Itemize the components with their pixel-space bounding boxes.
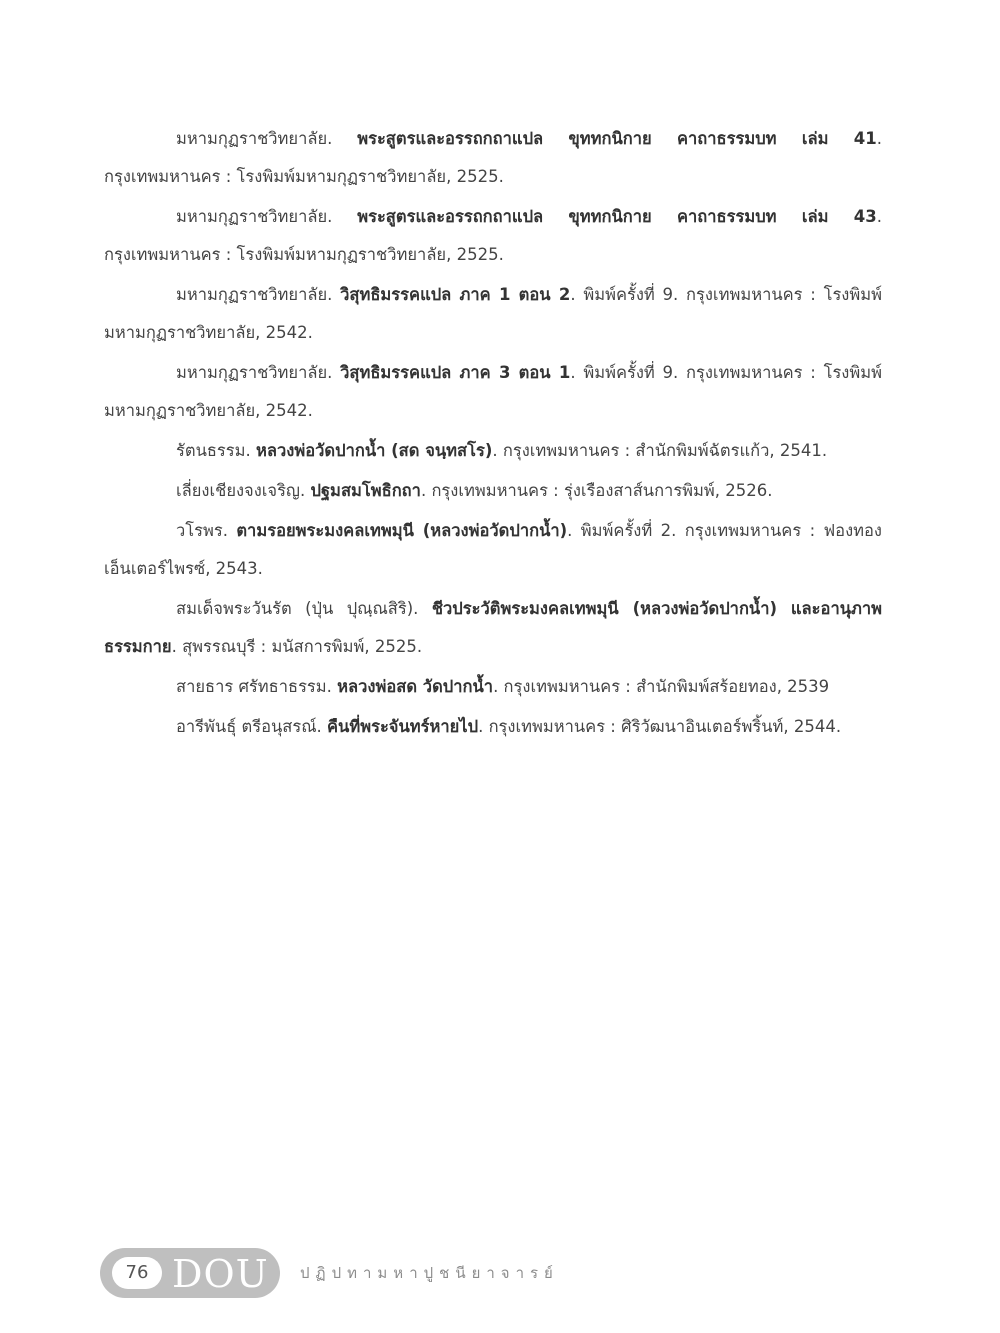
reference-title: วิสุทธิมรรคแปล ภาค 3 ตอน 1 [340, 363, 571, 382]
reference-author: สมเด็จพระวันรัต (ปุ่น ปุณฺณสิริ). [176, 599, 432, 618]
reference-title: ปฐมสมโพธิกถา [310, 481, 421, 500]
page-number: 76 [112, 1257, 162, 1289]
reference-author: วโรพร. [176, 521, 237, 540]
reference-publication: . กรุงเทพมหานคร : ศิริวัฒนาอินเตอร์พริ้นท์, 2544. [478, 717, 842, 736]
reference-author: มหามกุฏราชวิทยาลัย. [176, 207, 358, 226]
reference-entry [104, 120, 882, 196]
reference-entry [104, 432, 882, 470]
reference-publication: . กรุงเทพมหานคร : รุ่งเรืองสาส์นการพิมพ์, 2526. [420, 481, 773, 500]
reference-publication: . สุพรรณบุรี : มนัสการพิมพ์, 2525. [171, 637, 423, 656]
reference-list [104, 120, 882, 748]
page-footer [100, 1248, 800, 1300]
brand-logo: DOU [172, 1252, 269, 1296]
reference-entry [104, 512, 882, 588]
reference-entry [104, 198, 882, 274]
reference-author: รัตนธรรม. [176, 441, 257, 460]
reference-entry [104, 708, 882, 746]
reference-entry [104, 590, 882, 666]
reference-entry [104, 354, 882, 430]
reference-publication: . กรุงเทพมหานคร : โรงพิมพ์มหามกุฏราชวิทยาลัย, 2525. [104, 129, 882, 186]
reference-entry [104, 472, 882, 510]
reference-title: ตามรอยพระมงคลเทพมุนี (หลวงพ่อวัดปากน้ำ) [236, 521, 568, 540]
reference-publication: . กรุงเทพมหานคร : สำนักพิมพ์ฉัตรแก้ว, 2541. [492, 441, 828, 460]
reference-publication: . พิมพ์ครั้งที่ 9. กรุงเทพมหานคร : โรงพิมพ์มหามกุฏราชวิทยาลัย, 2542. [104, 285, 882, 342]
reference-author: มหามกุฏราชวิทยาลัย. [176, 285, 341, 304]
reference-title: หลวงพ่อวัดปากน้ำ (สด จนฺทสโร) [256, 441, 493, 460]
reference-author: เลี่ยงเชียงจงเจริญ. [176, 481, 311, 500]
reference-entry [104, 668, 882, 706]
reference-author: อารีพันธุ์ ตรีอนุสรณ์. [176, 717, 328, 736]
reference-publication: . กรุงเทพมหานคร : สำนักพิมพ์สร้อยทอง, 2539 [493, 677, 830, 696]
reference-author: มหามกุฏราชวิทยาลัย. [176, 363, 341, 382]
series-title: ปฏิปทามหาปูชนียาจารย์ [300, 1264, 559, 1282]
reference-entry [104, 276, 882, 352]
reference-publication: . พิมพ์ครั้งที่ 2. กรุงเทพมหานคร : ฟองทองเอ็นเตอร์ไพรซ์, 2543. [104, 521, 882, 578]
reference-author: มหามกุฏราชวิทยาลัย. [176, 129, 358, 148]
reference-title: พระสูตรและอรรถกถาแปล ขุททกนิกาย คาถาธรรมบท เล่ม 41 [357, 129, 877, 148]
reference-title: ชีวประวัติพระมงคลเทพมุนี (หลวงพ่อวัดปากน้ำ) และอานุภาพธรรมกาย [104, 599, 883, 656]
reference-title: พระสูตรและอรรถกถาแปล ขุททกนิกาย คาถาธรรมบท เล่ม 43 [357, 207, 877, 226]
reference-title: หลวงพ่อสด วัดปากน้ำ [337, 677, 494, 696]
reference-publication: . กรุงเทพมหานคร : โรงพิมพ์มหามกุฏราชวิทยาลัย, 2525. [104, 207, 882, 264]
reference-author: สายธาร ศรัทธาธรรม. [176, 677, 338, 696]
footer-badge [100, 1248, 280, 1298]
reference-title: คืนที่พระจันทร์หายไป [327, 717, 479, 736]
reference-title: วิสุทธิมรรคแปล ภาค 1 ตอน 2 [340, 285, 571, 304]
reference-publication: . พิมพ์ครั้งที่ 9. กรุงเทพมหานคร : โรงพิมพ์มหามกุฏราชวิทยาลัย, 2542. [104, 363, 882, 420]
